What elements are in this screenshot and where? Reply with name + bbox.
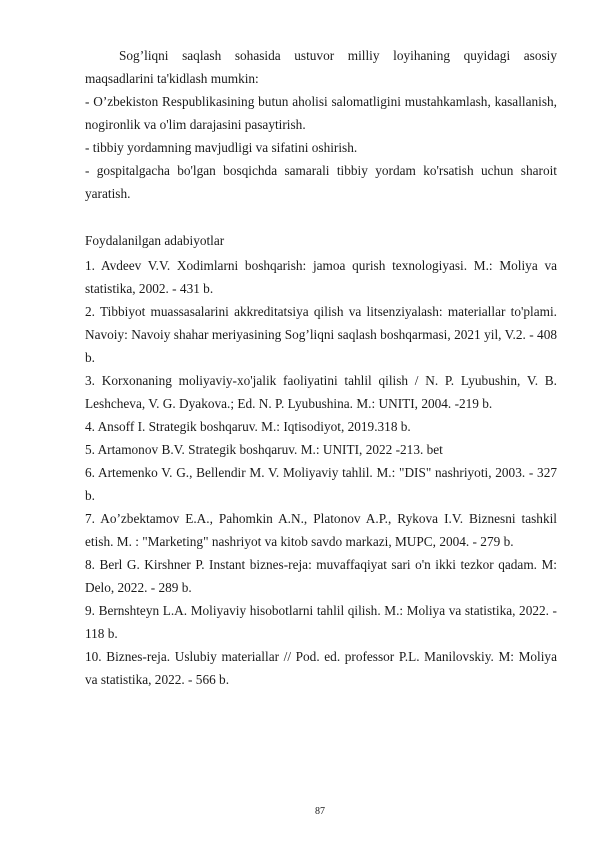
reference-item: 9. Bernshteyn L.A. Moliyaviy hisobotlarni tahlil qilish. M.: Moliya va statistika, 2022. - 118 b. bbox=[85, 603, 557, 641]
reference-item: 6. Artemenko V. G., Bellendir M. V. Moliyaviy tahlil. M.: "DIS" nashriyoti, 2003. - 327 b. bbox=[85, 465, 557, 503]
goal-item: - tibbiy yordamning mavjudligi va sifatini oshirish. bbox=[85, 140, 358, 155]
reference-item: 8. Berl G. Kirshner P. Instant biznes-reja: muvaffaqiyat sari o'n ikki tezkor qadam. M: Delo, 2022. - 289 b. bbox=[85, 557, 557, 595]
document-page bbox=[85, 44, 557, 691]
reference-item: 3. Korxonaning moliyaviy-xo'jalik faoliyatini tahlil qilish / N. P. Lyubushin, V. B. Leshcheva, V. G. Dyakova.; Ed. N. P. Lyubushina. M.: UNITI, 2004. -219 b. bbox=[85, 373, 557, 411]
reference-item: 7. Ao’zbektamov E.A., Pahomkin A.N., Platonov A.P., Rykova I.V. Biznesni tashkil etish. M. : "Marketing" nashriyot va kitob savdo markazi, MUPC, 2004. - 279 b. bbox=[85, 511, 557, 549]
references-list bbox=[85, 254, 557, 691]
references-heading: Foydalanilgan adabiyotlar bbox=[85, 233, 225, 248]
reference-item: 2. Tibbiyot muassasalarini akkreditatsiya qilish va litsenziyalash: materiallar to'plami. Navoiy: Navoiy shahar meriyasining Sog’liqni saqlash boshqarmasi, 2021 yil, V.2. - 408 b. bbox=[85, 304, 557, 365]
goal-item: - gospitalgacha bo'lgan bosqichda samarali tibbiy yordam ko'rsatish uchun sharoit yaratish. bbox=[85, 163, 557, 201]
reference-item: 10. Biznes-reja. Uslubiy materiallar // Pod. ed. professor P.L. Manilovskiy. M: Moliya va statistika, 2022. - 566 b. bbox=[85, 649, 557, 687]
intro-paragraph: Sog’liqni saqlash sohasida ustuvor milliy loyihaning quyidagi asosiy maqsadlarini ta'kidlash mumkin: bbox=[85, 48, 557, 86]
reference-item: 1. Avdeev V.V. Xodimlarni boshqarish: jamoa qurish texnologiyasi. M.: Moliya va statistika, 2002. - 431 b. bbox=[85, 258, 557, 296]
page-number: 87 bbox=[315, 806, 325, 817]
reference-item: 4. Ansoff I. Strategik boshqaruv. M.: Iqtisodiyot, 2019.318 b. bbox=[85, 419, 411, 434]
section-spacer bbox=[85, 205, 557, 229]
goal-item: - O’zbekiston Respublikasining butun aholisi salomatligini mustahkamlash, kasallanish, nogironlik va o'lim darajasini pasaytirish. bbox=[85, 94, 557, 132]
reference-item: 5. Artamonov B.V. Strategik boshqaruv. M.: UNITI, 2022 -213. bet bbox=[85, 442, 443, 457]
